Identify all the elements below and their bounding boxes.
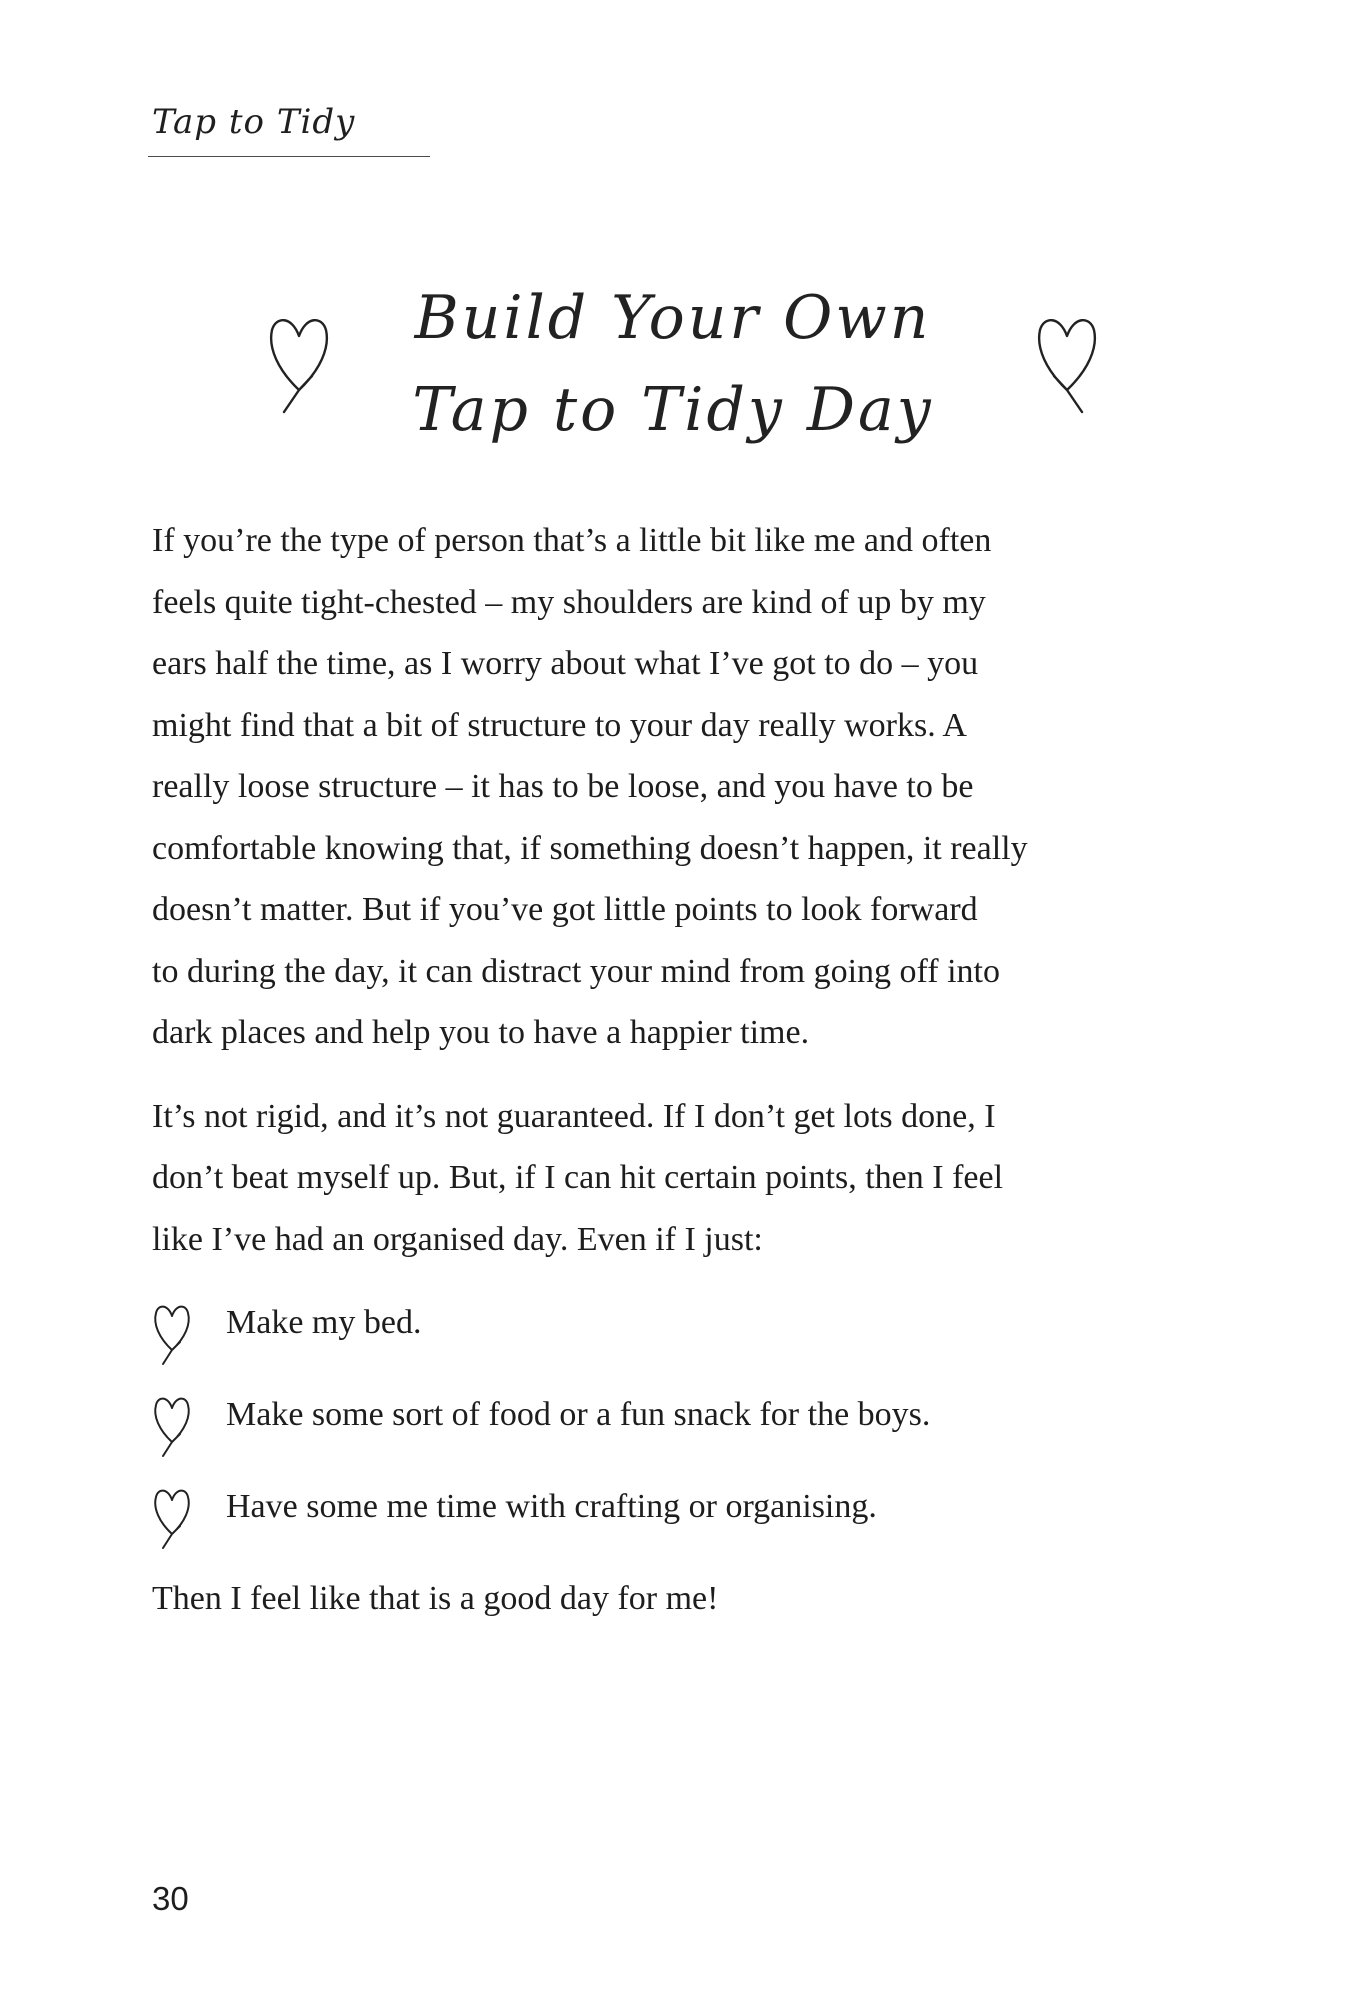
- paragraph-2: [152, 1086, 1172, 1271]
- text-line: like I’ve had an organised day. Even if I just:: [152, 1220, 763, 1258]
- closing-line: Then I feel like that is a good day for me!: [152, 1580, 719, 1617]
- heart-icon: [152, 1394, 192, 1460]
- running-header-title: Tap to Tidy: [152, 102, 356, 142]
- heading-line-1: Build Your Own: [414, 283, 932, 353]
- chapter-heading: [260, 272, 1100, 492]
- text-line: It’s not rigid, and it’s not guaranteed. If I don’t get lots done, I: [152, 1097, 996, 1135]
- heart-icon: [152, 1302, 192, 1368]
- bullet-list: [152, 1292, 1172, 1568]
- text-line: dark places and help you to have a happier time.: [152, 1014, 810, 1051]
- list-item: [152, 1292, 1172, 1384]
- text-line: If you’re the type of person that’s a little bit like me and often: [152, 522, 992, 559]
- list-item-text: Make some sort of food or a fun snack for the boys.: [226, 1396, 931, 1433]
- text-line: doesn’t matter. But if you’ve got little points to look forward: [152, 891, 978, 928]
- heading-line-2: Tap to Tidy Day: [412, 375, 934, 445]
- text-line: comfortable knowing that, if something doesn’t happen, it really: [152, 829, 1028, 867]
- body-text: [152, 510, 1172, 1652]
- header-rule: [148, 156, 430, 157]
- page-number: 30: [152, 1880, 189, 1917]
- list-item-text: Make my bed.: [226, 1304, 422, 1341]
- text-line: to during the day, it can distract your mind from going off into: [152, 952, 1000, 990]
- heart-icon: [266, 312, 332, 418]
- running-header: [148, 92, 430, 157]
- text-line: really loose structure – it has to be loose, and you have to be: [152, 768, 974, 805]
- text-line: don’t beat myself up. But, if I can hit certain points, then I feel: [152, 1159, 1004, 1196]
- heart-icon: [152, 1486, 192, 1552]
- text-line: might find that a bit of structure to your day really works. A: [152, 706, 967, 744]
- text-line: feels quite tight-chested – my shoulders are kind of up by my: [152, 583, 986, 621]
- heart-icon: [1034, 312, 1100, 418]
- paragraph-1: [152, 510, 1172, 1064]
- text-line: ears half the time, as I worry about what I’ve got to do – you: [152, 645, 979, 682]
- heading-title: [348, 272, 998, 456]
- list-item-text: Have some me time with crafting or organising.: [226, 1488, 877, 1525]
- list-item: [152, 1384, 1172, 1476]
- list-item: [152, 1476, 1172, 1568]
